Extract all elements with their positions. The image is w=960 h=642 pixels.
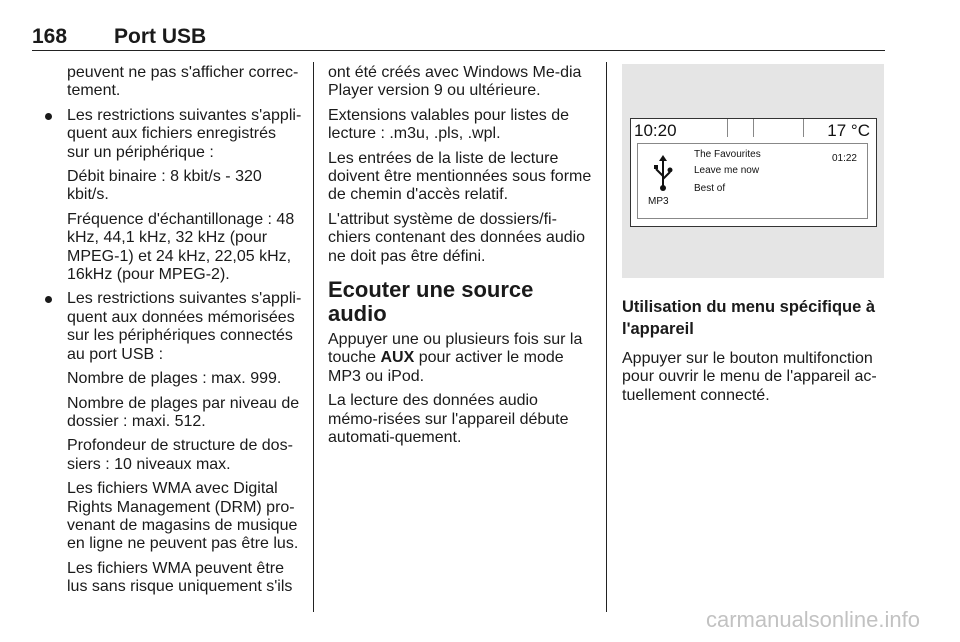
paragraph-aux: [328, 331, 592, 386]
track-count-paragraph: Nombre de plages : max. 999.: [67, 370, 282, 388]
display-separator: [803, 119, 804, 137]
track-item: The Favourites: [694, 149, 761, 160]
bullet-item-file-restrictions: [36, 107, 302, 162]
section-heading: Ecouter une source audio: [328, 277, 534, 327]
radio-display: [630, 118, 877, 227]
display-separator: [753, 119, 754, 137]
display-separator: [727, 119, 728, 137]
page-number: 168: [32, 25, 68, 48]
paragraph-continuation: peuvent ne pas s'afficher correc-tement.: [67, 64, 299, 100]
clock-readout: 10:20: [634, 121, 677, 140]
tracks-per-folder-paragraph: Nombre de plages par niveau de dossier : maxi. 512.: [67, 394, 300, 430]
bullet-text: Les restrictions suivantes s'appli-quent aux données mémorisées sur les périphériques connectés au port USB :: [67, 290, 302, 363]
column-divider-right: [606, 62, 607, 612]
column-right: [622, 296, 884, 411]
track-time: 01:22: [831, 153, 857, 164]
paragraph: La lecture des données audio mémo-risées sur l'appareil débute automati-quement.: [328, 392, 569, 447]
track-item: Best of: [694, 183, 726, 194]
display-illustration: [622, 64, 884, 278]
bitrate-paragraph: Débit binaire : 8 kbit/s - 320 kbit/s.: [67, 168, 262, 204]
bullet-icon: [45, 113, 52, 120]
bullet-item-device-restrictions: [36, 290, 302, 364]
track-item: Leave me now: [694, 165, 760, 176]
paragraph: Appuyer sur le bouton multifonction pour ouvrir le menu de l'appareil ac-tuellement connecté.: [622, 350, 877, 404]
column-divider-left: [313, 62, 314, 612]
subsection-heading: Utilisation du menu spécifique à l'appareil: [622, 298, 876, 338]
watermark: carmanualsonline.info: [705, 607, 920, 632]
paragraph: ont été créés avec Windows Me-dia Player version 9 ou ultérieure.: [328, 64, 582, 100]
bullet-text: Les restrictions suivantes s'appli-quent aux fichiers enregistrés sur un périphérique :: [67, 106, 302, 161]
text: pour activer le mode MP3 ou iPod.: [328, 349, 564, 385]
sampling-paragraph: Fréquence d'échantillonage : 48 kHz, 44,1 kHz, 32 kHz (pour MPEG-1) et 24 kHz, 22,05 kHz, 16kHz (pour MPEG-2).: [67, 210, 295, 284]
media-panel: [637, 143, 868, 219]
column-middle: [328, 64, 592, 454]
bullet-icon: [45, 296, 52, 303]
folder-depth-paragraph: Profondeur de structure de dos-siers : 10 niveaux max.: [67, 437, 293, 473]
chapter-title: Port USB: [114, 25, 207, 48]
page-header: [32, 22, 885, 51]
usb-icon: [652, 154, 674, 192]
aux-key-label: AUX: [380, 349, 415, 367]
paragraph: L'attribut système de dossiers/fi-chiers contenant des données audio ne doit pas être défini.: [328, 210, 586, 265]
wma-paragraph: Les fichiers WMA peuvent être lus sans risque uniquement s'ils: [67, 559, 293, 596]
temperature-readout: 17 °C: [827, 121, 870, 140]
paragraph: Extensions valables pour listes de lecture : .m3u, .pls, .wpl.: [328, 106, 570, 143]
text: Appuyer une ou plusieurs fois sur la touche: [328, 331, 583, 367]
drm-paragraph: Les fichiers WMA avec Digital Rights Management (DRM) pro-venant de magasins de musique en ligne ne peuvent pas être lus.: [67, 480, 299, 553]
paragraph: Les entrées de la liste de lecture doivent être mentionnées sous forme de chemin d'accès relatif.: [328, 149, 592, 204]
column-left: [36, 64, 302, 603]
source-label: MP3: [648, 196, 669, 207]
